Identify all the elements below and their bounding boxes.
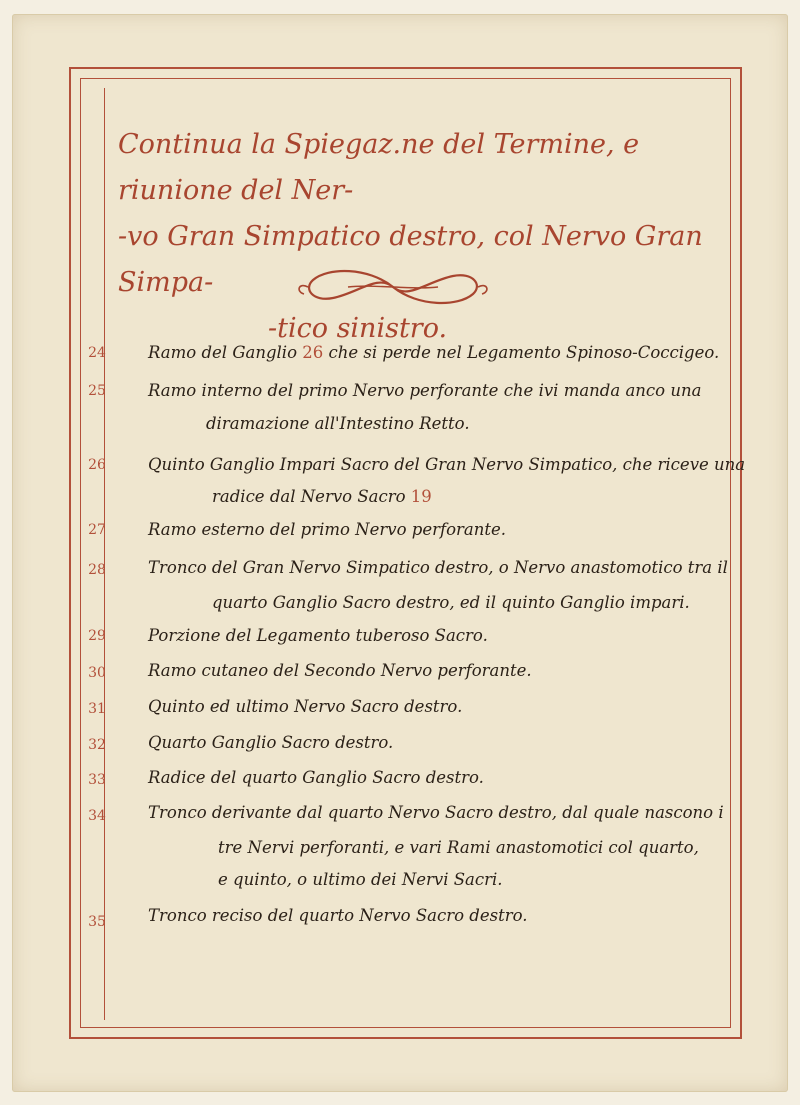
entry-number: 35 <box>88 914 106 930</box>
ornamental-flourish <box>288 262 498 312</box>
inline-reference-number: 26 <box>302 343 324 362</box>
title-line-1: Continua la Spiegaz.ne del Termine, e riunione del Ner- <box>118 129 640 206</box>
entry-text-continuation: e quinto, o ultimo dei Nervi Sacri. <box>218 870 503 889</box>
entry-number: 33 <box>88 772 106 788</box>
entry-number: 29 <box>88 628 106 644</box>
entry-number: 30 <box>88 665 106 681</box>
entry-text-continuation: diramazione all'Intestino Retto. <box>206 414 470 433</box>
entry-number: 34 <box>88 808 106 824</box>
title-line-3: -tico sinistro. <box>268 313 448 344</box>
entry-text: Tronco reciso del quarto Nervo Sacro destro. <box>148 906 528 925</box>
entry-text-continuation <box>212 487 432 506</box>
inline-reference-number: 19 <box>410 487 432 506</box>
entry-text: Ramo esterno del primo Nervo perforante. <box>148 520 507 539</box>
entry-text: Quinto Ganglio Impari Sacro del Gran Nervo Simpatico, che riceve una <box>148 455 746 474</box>
entry-number: 32 <box>88 737 106 753</box>
entry-number: 24 <box>88 345 106 361</box>
page-title <box>118 122 718 352</box>
entry-text: Tronco derivante dal quarto Nervo Sacro destro, dal quale nascono i <box>148 803 724 822</box>
entry-text: Ramo interno del primo Nervo perforante che ivi manda anco una <box>148 381 702 400</box>
entry-number: 27 <box>88 522 106 538</box>
entry-text-part: radice dal Nervo Sacro <box>212 487 406 506</box>
entry-text: Porzione del Legamento tuberoso Sacro. <box>148 626 488 645</box>
entry-text: Quarto Ganglio Sacro destro. <box>148 733 394 752</box>
entry-text-part: che si perde nel Legamento Spinoso-Coccigeo. <box>328 343 720 362</box>
entry-text: Quinto ed ultimo Nervo Sacro destro. <box>148 697 463 716</box>
margin-rule <box>104 88 105 1020</box>
entry-text-part: Ramo del Ganglio <box>148 343 298 362</box>
entry-text: Tronco del Gran Nervo Simpatico destro, o Nervo anastomotico tra il <box>148 558 728 577</box>
entry-text-continuation: quarto Ganglio Sacro destro, ed il quinto Ganglio impari. <box>212 593 690 612</box>
entry-number: 31 <box>88 701 106 717</box>
title-line-2: -vo Gran Simpatico destro, col Nervo Gran Simpa- <box>118 221 703 298</box>
entry-text-continuation: tre Nervi perforanti, e vari Rami anastomotici col quarto, <box>218 838 699 857</box>
entry-text: Ramo cutaneo del Secondo Nervo perforante. <box>148 661 532 680</box>
entry-number: 25 <box>88 383 106 399</box>
entry-text: Radice del quarto Ganglio Sacro destro. <box>148 768 484 787</box>
entry-text <box>148 343 719 362</box>
entry-number: 26 <box>88 457 106 473</box>
entry-number: 28 <box>88 562 106 578</box>
